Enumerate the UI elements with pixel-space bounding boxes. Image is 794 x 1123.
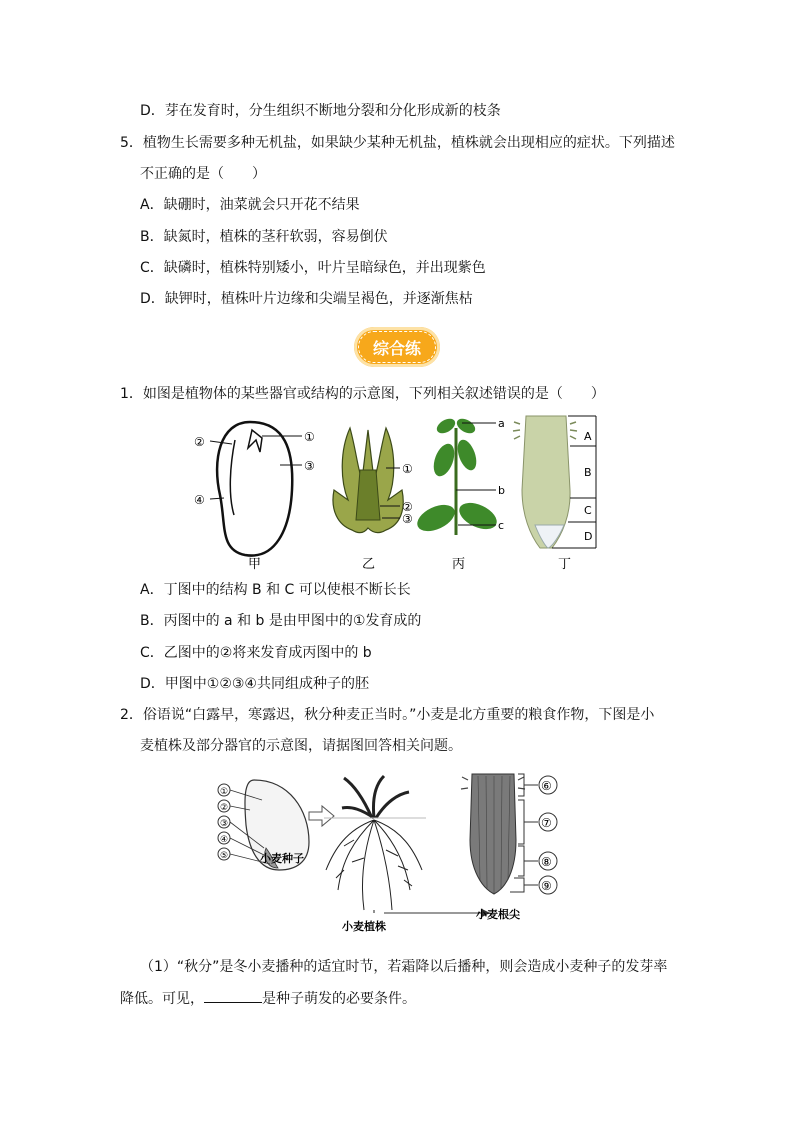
jia-label-1: ① [304, 430, 315, 444]
figure-wheat-roottip [461, 774, 557, 921]
q2-sub1-answer-blank[interactable] [204, 988, 262, 1003]
figure-yi-bud [333, 428, 413, 572]
yi-label-1: ① [402, 462, 413, 476]
q1-option-c: C．乙图中的②将来发育成丙图中的 b [140, 645, 372, 661]
q2-sub1-post: 是种子萌发的必要条件。 [262, 991, 416, 1007]
ding-label-A: A [584, 430, 592, 443]
seed-label-4: ④ [220, 835, 229, 845]
q1-stem: 1．如图是植物体的某些器官或结构的示意图，下列相关叙述错误的是（ ） [120, 386, 605, 402]
q1-figure [190, 410, 610, 575]
q2-sub1-line2 [120, 988, 416, 1009]
panel-label-jia: 甲 [248, 557, 262, 572]
plant-caption: 小麦植株 [342, 920, 386, 933]
yi-label-2: ② [402, 500, 413, 514]
q5-option-c: C．缺磷时，植株特别矮小，叶片呈暗绿色，并出现紫色 [140, 260, 486, 276]
root-label-6: ⑥ [541, 779, 552, 793]
root-label-7: ⑦ [541, 816, 552, 830]
q5-stem-line1: 5．植物生长需要多种无机盐，如果缺少某种无机盐，植株就会出现相应的症状。下列描述 [120, 135, 675, 151]
roottip-caption: 小麦根尖 [476, 908, 520, 921]
root-label-8: ⑧ [541, 855, 552, 869]
seed-label-2: ② [220, 803, 229, 813]
panel-label-bing: 丙 [452, 557, 466, 572]
q1-option-a: A．丁图中的结构 B 和 C 可以使根不断长长 [140, 582, 411, 598]
q2-figure [214, 770, 584, 935]
bing-label-b: b [498, 484, 505, 497]
seed-label-1: ① [220, 787, 229, 797]
option-d-prev: D．芽在发育时，分生组织不断地分裂和分化形成新的枝条 [140, 103, 501, 119]
panel-label-ding: 丁 [558, 557, 572, 572]
q2-stem-line2: 麦植株及部分器官的示意图，请据图回答相关问题。 [140, 738, 462, 754]
jia-label-4: ④ [194, 493, 205, 507]
section-badge-label: 综合练 [372, 339, 421, 358]
seed-caption: 小麦种子 [260, 852, 304, 865]
q5-stem-line2: 不正确的是（ ） [140, 166, 266, 182]
q2-stem-line1: 2．俗语说“白露早，寒露迟，秋分种麦正当时。”小麦是北方重要的粮食作物，下图是小 [120, 707, 655, 723]
q5-option-b: B．缺氮时，植株的茎秆软弱，容易倒伏 [140, 229, 388, 245]
seed-label-3: ③ [220, 819, 229, 829]
figure-bing-shoot [413, 416, 505, 572]
seed-label-5: ⑤ [220, 851, 229, 861]
ding-label-B: B [584, 466, 592, 479]
section-badge [354, 327, 440, 367]
figure-ding-roottip [513, 416, 596, 572]
panel-label-yi: 乙 [362, 557, 376, 572]
figure-wheat-plant [324, 776, 490, 933]
jia-label-3: ③ [304, 459, 315, 473]
figure-jia-seed [194, 422, 315, 572]
ding-label-C: C [584, 504, 592, 517]
q2-sub1-pre: 降低。可见， [120, 991, 204, 1007]
figure-wheat-seed [218, 780, 309, 870]
q1-option-d: D．甲图中①②③④共同组成种子的胚 [140, 676, 369, 692]
q5-option-d: D．缺钾时，植株叶片边缘和尖端呈褐色，并逐渐焦枯 [140, 291, 473, 307]
q2-sub1-line1: （1）“秋分”是冬小麦播种的适宜时节，若霜降以后播种，则会造成小麦种子的发芽率 [140, 959, 668, 975]
yi-label-3: ③ [402, 512, 413, 526]
q1-option-b: B．丙图中的 a 和 b 是由甲图中的①发育成的 [140, 613, 422, 629]
q5-option-a: A．缺硼时，油菜就会只开花不结果 [140, 197, 360, 213]
ding-label-D: D [584, 530, 593, 543]
root-label-9: ⑨ [541, 879, 552, 893]
jia-label-2: ② [194, 435, 205, 449]
bing-label-c: c [498, 519, 505, 532]
bing-label-a: a [498, 417, 505, 430]
